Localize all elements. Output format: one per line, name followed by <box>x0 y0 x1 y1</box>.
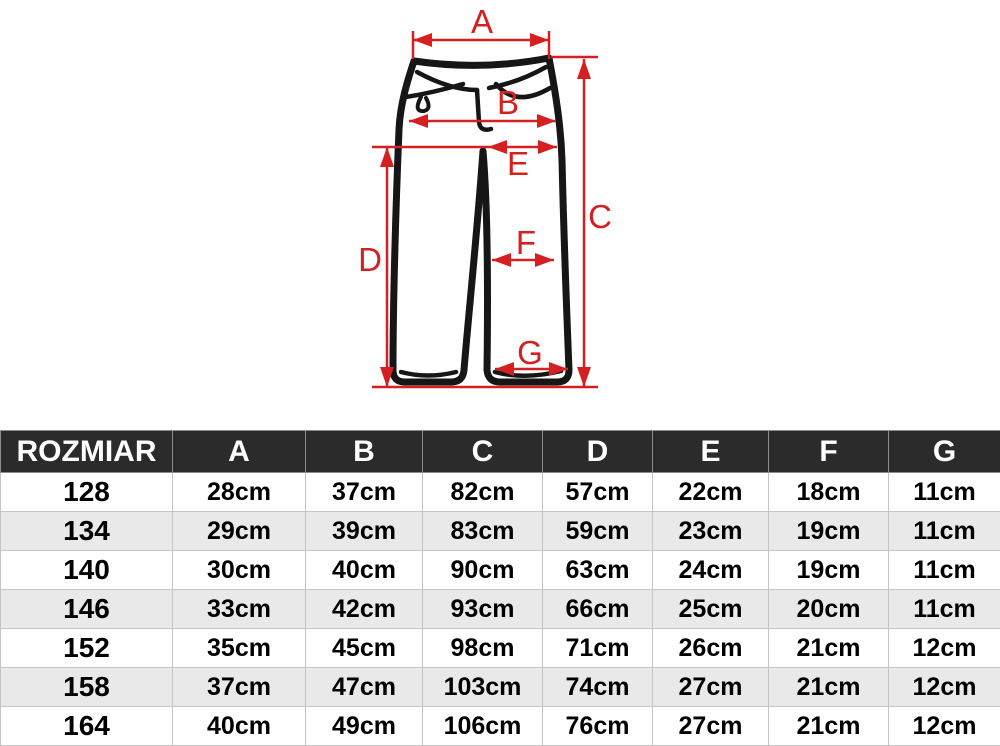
measurement-cell: 106cm <box>423 707 543 746</box>
col-header-e: E <box>653 431 769 473</box>
measurement-cell: 93cm <box>423 590 543 629</box>
col-header-g: G <box>889 431 1000 473</box>
table-row <box>1 707 1000 746</box>
measurement-cell: 29cm <box>173 512 306 551</box>
measurement-cell: 39cm <box>306 512 423 551</box>
measurement-cell: 19cm <box>769 512 889 551</box>
size-cell: 164 <box>1 707 173 746</box>
measurement-cell: 11cm <box>889 590 1000 629</box>
label-a: A <box>471 3 493 40</box>
measurement-cell: 21cm <box>769 707 889 746</box>
size-table <box>0 430 1000 746</box>
table-row <box>1 590 1000 629</box>
measurement-cell: 90cm <box>423 551 543 590</box>
col-header-a: A <box>173 431 306 473</box>
measurement-cell: 42cm <box>306 590 423 629</box>
measurement-cell: 45cm <box>306 629 423 668</box>
left-pocket-detail <box>418 97 429 111</box>
measurement-cell: 57cm <box>543 473 653 512</box>
label-d: D <box>358 241 382 278</box>
measurement-cell: 12cm <box>889 629 1000 668</box>
measurement-cell: 47cm <box>306 668 423 707</box>
measurement-cell: 22cm <box>653 473 769 512</box>
size-cell: 128 <box>1 473 173 512</box>
table-row <box>1 629 1000 668</box>
measurement-cell: 19cm <box>769 551 889 590</box>
measurement-cell: 83cm <box>423 512 543 551</box>
measurement-cell: 11cm <box>889 512 1000 551</box>
measurement-cell: 11cm <box>889 551 1000 590</box>
measurement-cell: 63cm <box>543 551 653 590</box>
label-f: F <box>516 224 536 261</box>
left-pocket-seam <box>406 84 463 97</box>
col-header-d: D <box>543 431 653 473</box>
measurement-cell: 21cm <box>769 668 889 707</box>
col-header-b: B <box>306 431 423 473</box>
measurement-cell: 40cm <box>173 707 306 746</box>
size-cell: 146 <box>1 590 173 629</box>
col-header-f: F <box>769 431 889 473</box>
label-g: G <box>517 334 543 371</box>
col-header-c: C <box>423 431 543 473</box>
table-header-row <box>1 431 1000 473</box>
measurement-cell: 21cm <box>769 629 889 668</box>
size-cell: 152 <box>1 629 173 668</box>
measurement-cell: 26cm <box>653 629 769 668</box>
measurement-cell: 30cm <box>173 551 306 590</box>
col-header-rozmiar: ROZMIAR <box>1 431 173 473</box>
measurement-cell: 37cm <box>306 473 423 512</box>
table-row <box>1 668 1000 707</box>
measurement-cell: 11cm <box>889 473 1000 512</box>
dimension-f <box>492 224 554 267</box>
label-b: B <box>497 84 519 121</box>
measurement-cell: 27cm <box>653 668 769 707</box>
measurement-cell: 33cm <box>173 590 306 629</box>
measurement-cell: 40cm <box>306 551 423 590</box>
table-row <box>1 512 1000 551</box>
measurement-cell: 37cm <box>173 668 306 707</box>
measurement-cell: 103cm <box>423 668 543 707</box>
measurement-cell: 28cm <box>173 473 306 512</box>
measurement-cell: 12cm <box>889 707 1000 746</box>
size-cell: 158 <box>1 668 173 707</box>
measurement-cell: 82cm <box>423 473 543 512</box>
measurement-cell: 27cm <box>653 707 769 746</box>
measurement-cell: 76cm <box>543 707 653 746</box>
measurement-cell: 24cm <box>653 551 769 590</box>
label-c: C <box>588 198 612 235</box>
measurement-cell: 98cm <box>423 629 543 668</box>
measurement-cell: 66cm <box>543 590 653 629</box>
table-row <box>1 473 1000 512</box>
measurement-cell: 12cm <box>889 668 1000 707</box>
left-hem-seam <box>401 372 456 376</box>
measurement-cell: 59cm <box>543 512 653 551</box>
size-cell: 134 <box>1 512 173 551</box>
dimension-a <box>413 3 549 59</box>
measurement-cell: 49cm <box>306 707 423 746</box>
table-row <box>1 551 1000 590</box>
measurement-cell: 35cm <box>173 629 306 668</box>
measurement-cell: 18cm <box>769 473 889 512</box>
dimension-d <box>358 147 394 387</box>
size-cell: 140 <box>1 551 173 590</box>
measurement-cell: 74cm <box>543 668 653 707</box>
dimension-g <box>495 334 568 376</box>
fly-seam <box>477 90 491 130</box>
measurement-cell: 20cm <box>769 590 889 629</box>
measurement-cell: 25cm <box>653 590 769 629</box>
measurement-cell: 71cm <box>543 629 653 668</box>
label-e: E <box>507 145 529 182</box>
measurement-cell: 23cm <box>653 512 769 551</box>
